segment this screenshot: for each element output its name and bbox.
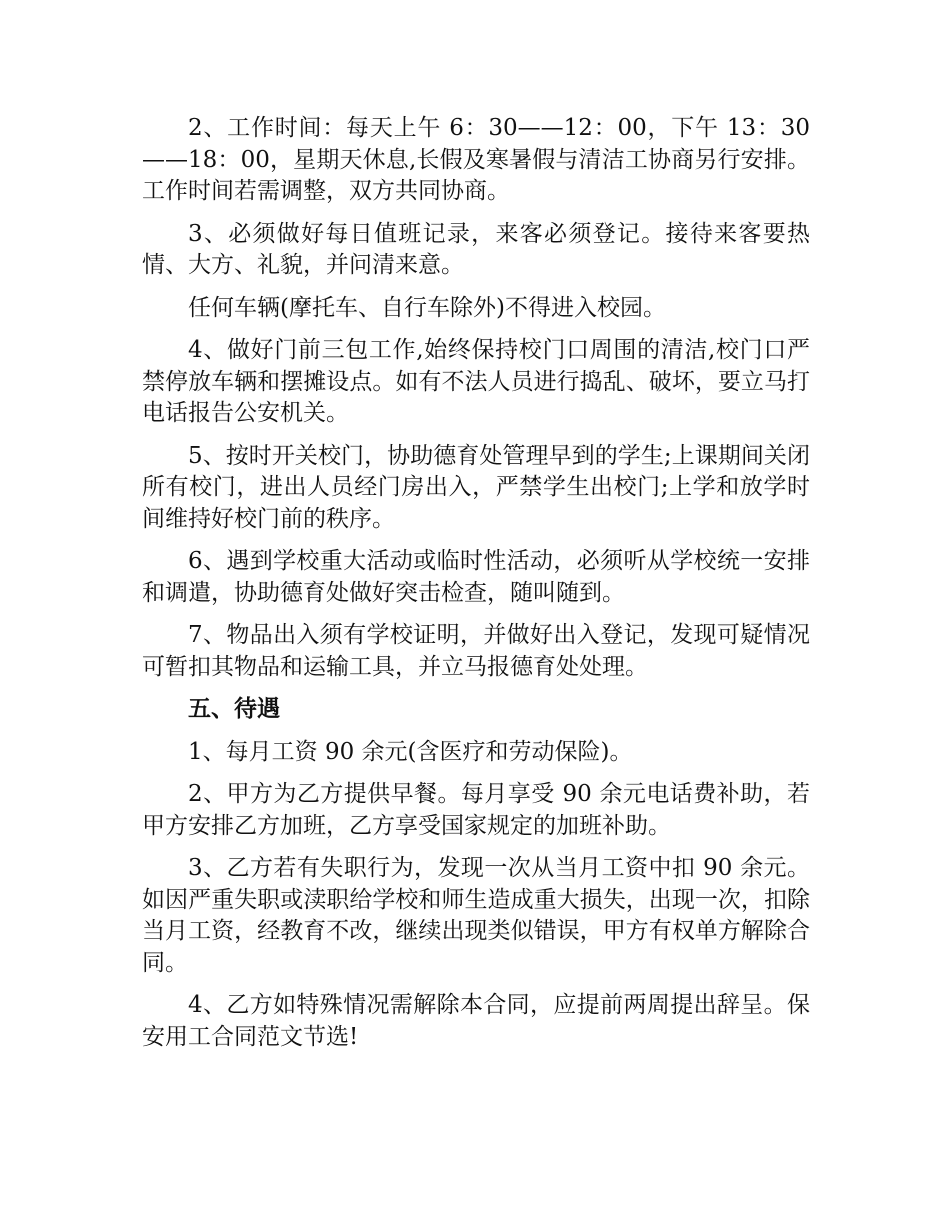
paragraph-gate-area: 4、做好门前三包工作,始终保持校门口周围的清洁,校门口严禁停放车辆和摆摊设点。如有不法人员进行捣乱、破坏，要立马打电话报告公安机关。 [142, 337, 810, 426]
paragraph-vehicle-rule: 任何车辆(摩托车、自行车除外)不得进入校园。 [188, 294, 666, 321]
paragraph-gate-hours: 5、按时开关校门，协助德育处管理早到的学生;上课期间关闭所有校门，进出人员经门房出入，严禁学生出校门;上学和放学时间维持好校门前的秩序。 [142, 442, 810, 532]
paragraph-goods-control: 7、物品出入须有学校证明，并做好出入登记，发现可疑情况可暂扣其物品和运输工具，并立马报德育处处理。 [142, 622, 810, 680]
document-body [142, 113, 810, 1064]
paragraph-salary: 1、每月工资 90 余元(含医疗和劳动保险)。 [188, 738, 633, 765]
paragraph-activities: 6、遇到学校重大活动或临时性活动，必须听从学校统一安排和调遣，协助德育处做好突击检查，随叫随到。 [142, 548, 810, 606]
section-heading-compensation: 五、待遇 [188, 696, 280, 722]
paragraph-duty-record: 3、必须做好每日值班记录，来客必须登记。接待来客要热情、大方、礼貌，并问清来意。 [142, 220, 810, 278]
paragraph-penalties: 3、乙方若有失职行为，发现一次从当月工资中扣 90 余元。如因严重失职或渎职给学校和师生造成重大损失，出现一次，扣除当月工资，经教育不改，继续出现类似错误，甲方有权单方解除合同。 [142, 855, 810, 976]
paragraph-work-hours: 2、工作时间：每天上午 6：30——12：00，下午 13：30——18：00，星期天休息,长假及寒暑假与清洁工协商另行安排。工作时间若需调整，双方共同协商。 [142, 115, 810, 204]
paragraph-termination: 4、乙方如特殊情况需解除本合同，应提前两周提出辞呈。保安用工合同范文节选! [142, 992, 810, 1050]
paragraph-benefits: 2、甲方为乙方提供早餐。每月享受 90 余元电话费补助，若甲方安排乙方加班，乙方享受国家规定的加班补助。 [142, 781, 810, 839]
